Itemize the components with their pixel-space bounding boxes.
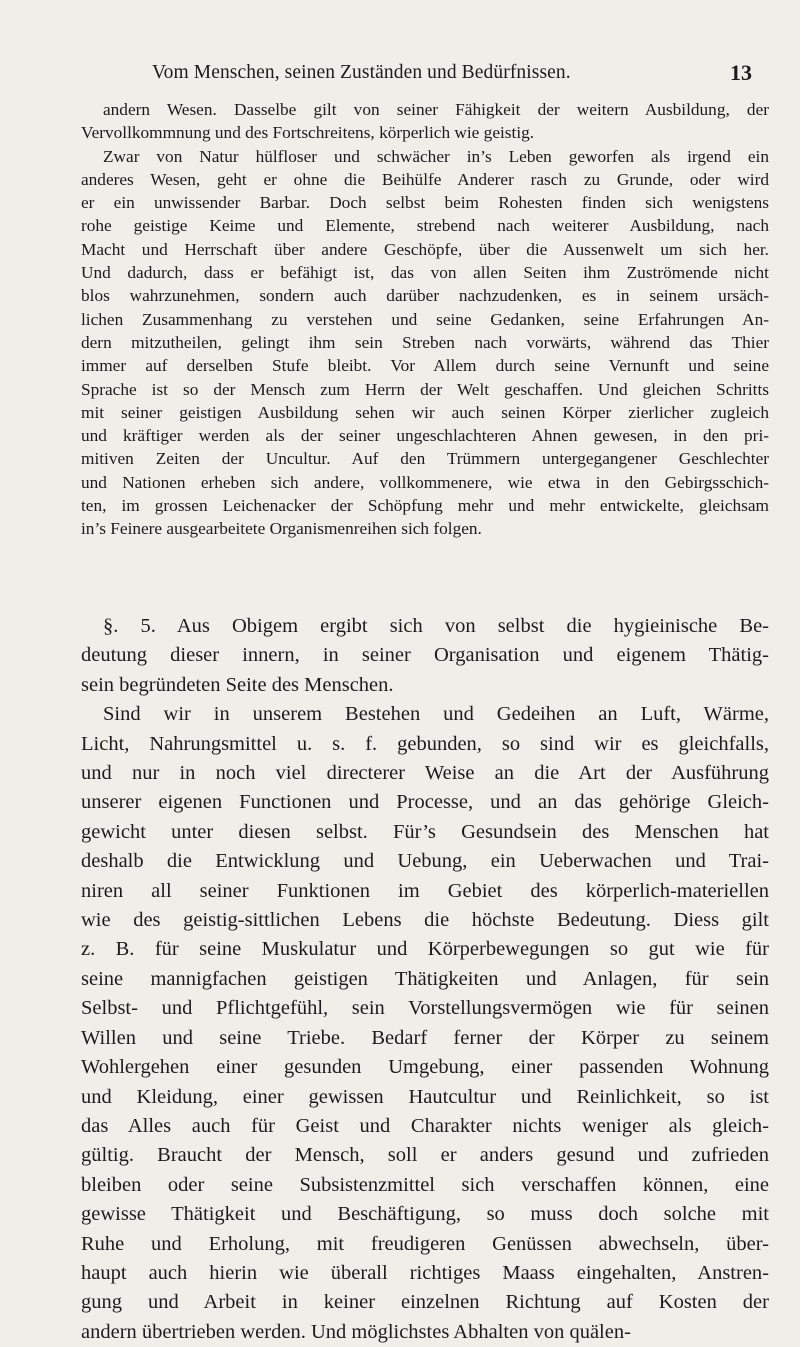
- text-line: anderes Wesen, geht er ohne die Beihülfe Anderer rasch zu Grunde, oder wird: [81, 169, 769, 189]
- text-line: deshalb die Entwicklung und Uebung, ein Ueberwachen und Trai-: [81, 850, 769, 873]
- text-line: mitiven Zeiten der Uncultur. Auf den Trümmern untergegangener Geschlechter: [81, 449, 769, 469]
- text-line: bleiben oder seine Subsistenzmittel sich verschaffen können, eine: [81, 1173, 769, 1196]
- text-line: haupt auch hierin wie überall richtiges Maass eingehalten, Anstren-: [81, 1261, 769, 1284]
- text-line: niren all seiner Funktionen im Gebiet des körperlich-materiellen: [81, 879, 769, 902]
- text-line: z. B. für seine Muskulatur und Körperbewegungen so gut wie für: [81, 938, 769, 961]
- small-print-paragraph: [81, 98, 769, 145]
- body-paragraph: [81, 612, 769, 700]
- text-line: Wohlergehen einer gesunden Umgebung, einer passenden Wohnung: [81, 1056, 769, 1079]
- text-line: unserer eigenen Functionen und Processe, und an das gehörige Gleich-: [81, 791, 769, 814]
- running-head: Vom Menschen, seinen Zuständen und Bedürfnissen.: [152, 62, 571, 83]
- text-line: immer auf derselben Stufe bleibt. Vor Allem durch seine Vernunft und seine: [81, 356, 769, 376]
- text-line: gültig. Braucht der Mensch, soll er anders gesund und zufrieden: [81, 1144, 769, 1167]
- text-line: und nur in noch viel directerer Weise an die Art der Ausführung: [81, 762, 769, 785]
- text-line: blos wahrzunehmen, sondern auch darüber nachzudenken, es in seinem ursäch-: [81, 286, 769, 306]
- text-line: in’s Feinere ausgearbeitete Organismenreihen sich folgen.: [81, 519, 482, 539]
- small-print-text: [81, 98, 769, 541]
- text-line: andern übertrieben werden. Und möglichstes Abhalten von quälen-: [81, 1320, 631, 1343]
- text-line: Ruhe und Erholung, mit freudigeren Genüssen abwechseln, über-: [81, 1232, 769, 1255]
- text-line: deutung dieser innern, in seiner Organisation und eigenem Thätig-: [81, 644, 769, 667]
- page-header: [152, 62, 752, 92]
- text-line: Sprache ist so der Mensch zum Herrn der Welt geschaffen. Und gleichen Schritts: [81, 379, 769, 399]
- text-line: mit seiner geistigen Ausbildung sehen wir auch seinen Körper zierlicher zugleich: [81, 402, 769, 422]
- text-line: Willen und seine Triebe. Bedarf ferner der Körper zu seinem: [81, 1026, 769, 1049]
- text-line: und Kleidung, einer gewissen Hautcultur und Reinlichkeit, so ist: [81, 1085, 769, 1108]
- text-line: rohe geistige Keime und Elemente, strebend nach weiterer Ausbildung, nach: [81, 216, 769, 236]
- text-line: und Nationen erheben sich andere, vollkommenere, wie etwa in den Gebirgsschich-: [81, 472, 769, 492]
- text-line: andern Wesen. Dasselbe gilt von seiner Fähigkeit der weitern Ausbildung, der: [103, 100, 769, 119]
- text-line: gewisse Thätigkeit und Beschäftigung, so muss doch solche mit: [81, 1203, 769, 1226]
- text-line: sein begründeten Seite des Menschen.: [81, 673, 394, 696]
- page-number: 13: [730, 60, 752, 85]
- text-line: gung und Arbeit in keiner einzelnen Richtung auf Kosten der: [81, 1291, 769, 1314]
- text-line: Selbst- und Pflichtgefühl, sein Vorstellungsvermögen wie für seinen: [81, 997, 769, 1020]
- text-line: wie des geistig-sittlichen Lebens die höchste Bedeutung. Diess gilt: [81, 909, 769, 932]
- text-line: Und dadurch, dass er befähigt ist, das von allen Seiten ihm Zuströmende nicht: [81, 263, 769, 283]
- text-line: Licht, Nahrungsmittel u. s. f. gebunden, so sind wir es gleichfalls,: [81, 732, 769, 755]
- text-line: Macht und Herrschaft über andere Geschöpfe, über die Aussenwelt um sich her.: [81, 239, 769, 259]
- text-line: das Alles auch für Geist und Charakter nichts weniger als gleich-: [81, 1114, 769, 1137]
- text-line: Vervollkommnung und des Fortschreitens, körperlich wie geistig.: [81, 123, 535, 143]
- text-line: er ein unwissender Barbar. Doch selbst beim Rohesten finden sich wenigstens: [81, 193, 769, 213]
- text-line: ten, im grossen Leichenacker der Schöpfung mehr und mehr entwickelte, gleichsam: [81, 496, 769, 516]
- text-line: seine mannigfachen geistigen Thätigkeiten und Anlagen, für sein: [81, 967, 769, 990]
- text-line: Sind wir in unserem Bestehen und Gedeihen an Luft, Wärme,: [103, 703, 769, 726]
- small-print-paragraph: [81, 145, 769, 541]
- text-line: lichen Zusammenhang zu verstehen und seine Gedanken, seine Erfahrungen An-: [81, 309, 769, 329]
- text-line: Zwar von Natur hülfloser und schwächer in’s Leben geworfen als irgend ein: [103, 146, 769, 166]
- text-line: gewicht unter diesen selbst. Für’s Gesundsein des Menschen hat: [81, 820, 769, 843]
- text-line: §. 5. Aus Obigem ergibt sich von selbst die hygieinische Be-: [103, 615, 769, 637]
- body-text: [81, 612, 769, 1347]
- text-line: dern mitzutheilen, gelingt ihm sein Streben nach vorwärts, während das Thier: [81, 332, 769, 352]
- text-line: und kräftiger werden als der seiner ungeschlachteren Ahnen gewesen, in den pri-: [81, 426, 769, 446]
